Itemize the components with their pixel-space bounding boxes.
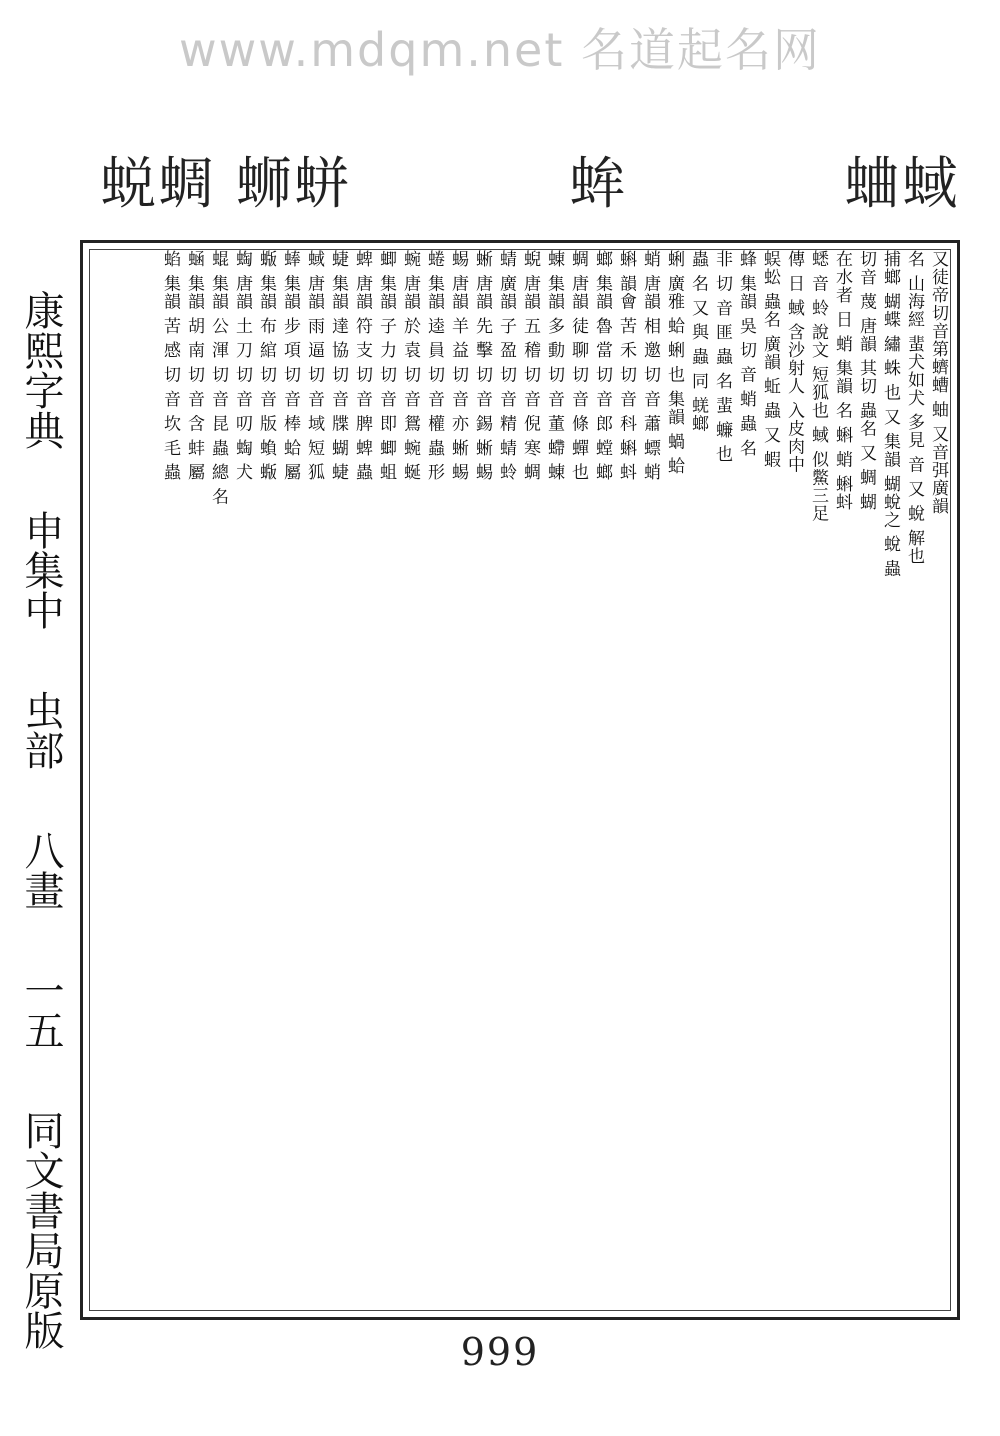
volume-label: 申集中 bbox=[18, 510, 64, 630]
text-column: 蛸 唐韻 相 邀 切 音 蕭 螵 蛸 bbox=[640, 250, 660, 482]
header-glyphs-left: 蜕蜩 蛳蛢 bbox=[100, 152, 352, 217]
text-column: 螂 集韻 魯 當 切 音 郎 螳 螂 bbox=[592, 250, 612, 482]
text-column: 蜨 集韻 達 協 切 音 牒 蝴 蜨 bbox=[328, 250, 348, 482]
publisher-label: 同文書局原版 bbox=[18, 1110, 64, 1350]
leaf-number: 一五 bbox=[18, 970, 64, 1050]
text-column: 蜺 唐韻 五 稽 切 音 倪 寒 蜩 bbox=[520, 250, 540, 482]
book-title: 康熙字典 bbox=[18, 290, 64, 450]
text-column: 捕螂 蝴蝶 繡 蛛 也 又 集韻 蝴蛻之 蛻 蟲 bbox=[880, 250, 900, 578]
text-column: 蟲 名 又 與 蟲 同 蜣螂 bbox=[688, 250, 708, 433]
text-column: 蜥 唐韻 先 擊 切 音 錫 蜥 蜴 bbox=[472, 250, 492, 482]
stroke-count-label: 八畫 bbox=[18, 830, 64, 910]
page-header bbox=[100, 140, 960, 220]
text-column: 蜻 廣韻 子 盈 切 音 精 蜻 蛉 bbox=[496, 250, 516, 482]
text-column: 蟋 音 蛉 說文 短狐也 蜮 似鱉三足 bbox=[808, 250, 828, 523]
text-column: 蜊 廣雅 蛤 蜊 也 集韻 蝸 蛤 bbox=[664, 250, 684, 475]
text-column: 蜿 唐韻 於 袁 切 音 鴛 蜿 蜒 bbox=[400, 250, 420, 482]
header-glyphs-right: 蛐蜮 bbox=[844, 152, 960, 217]
text-column: 非 切 音 匪 蟲 名 蜚 蠊 也 bbox=[712, 250, 732, 464]
text-column: 蜯 集韻 步 項 切 音 棒 蛤 屬 bbox=[280, 250, 300, 482]
radical-label: 虫部 bbox=[18, 690, 64, 770]
sidebar-column bbox=[10, 290, 70, 1350]
text-column: 傳 日 蜮 含沙射人 入皮肉中 bbox=[784, 250, 804, 474]
text-column: 蝂 集韻 布 綰 切 音 版 蝜 蝂 bbox=[256, 250, 276, 482]
text-column: 蝍 集韻 子 力 切 音 即 蝍 蛆 bbox=[376, 250, 396, 482]
text-column: 蜱 唐韻 符 支 切 音 脾 蜱 蟲 bbox=[352, 250, 372, 482]
page-number: 999 bbox=[460, 1330, 540, 1374]
text-column: 蜂 集韻 吳 切 音 蛸 蟲 名 bbox=[736, 250, 756, 457]
text-column: 蜷 集韻 逵 員 切 音 權 蟲 形 bbox=[424, 250, 444, 482]
text-column: 蜭 集韻 苦 感 切 音 坎 毛 蟲 bbox=[160, 250, 180, 482]
text-column: 切音 蔑 唐韻 其切 蟲名 又 蜩 蝴 bbox=[856, 250, 876, 511]
text-column: 蜮 唐韻 雨 逼 切 音 域 短 狐 bbox=[304, 250, 324, 482]
text-frame bbox=[80, 240, 960, 1320]
text-column: 蜴 唐韻 羊 益 切 音 亦 蜥 蜴 bbox=[448, 250, 468, 482]
text-column: 蝌 韻會 苦 禾 切 音 科 蝌 蚪 bbox=[616, 250, 636, 482]
text-columns bbox=[89, 249, 951, 1311]
text-column: 蜪 唐韻 土 刀 切 音 叨 蜪 犬 bbox=[232, 250, 252, 482]
watermark-text: www.mdqm.net 名道起名网 bbox=[178, 23, 822, 77]
text-column: 蜬 集韻 胡 南 切 音 含 蚌 屬 bbox=[184, 250, 204, 482]
text-column: 在水者 日 蛸 集韻 名 蝌 蛸 蝌蚪 bbox=[832, 250, 852, 511]
text-column: 又徒帝切音第蠐螬 蚰 又音弭廣韻 bbox=[928, 250, 948, 515]
header-glyph-middle: 蛑 bbox=[568, 152, 627, 217]
text-column: 蜫 集韻 公 渾 切 音 昆 蟲 總 名 bbox=[208, 250, 228, 506]
text-column: 蜩 唐韻 徒 聊 切 音 條 蟬 也 bbox=[568, 250, 588, 482]
text-column: 名 山海經 蜚犬如犬 多見 音 又 蛻 解也 bbox=[904, 250, 924, 565]
text-column: 蜈蚣 蟲名 廣韻 蚯 蟲 又 蝦 bbox=[760, 250, 780, 469]
text-column: 蝀 集韻 多 動 切 音 董 螮 蝀 bbox=[544, 250, 564, 482]
